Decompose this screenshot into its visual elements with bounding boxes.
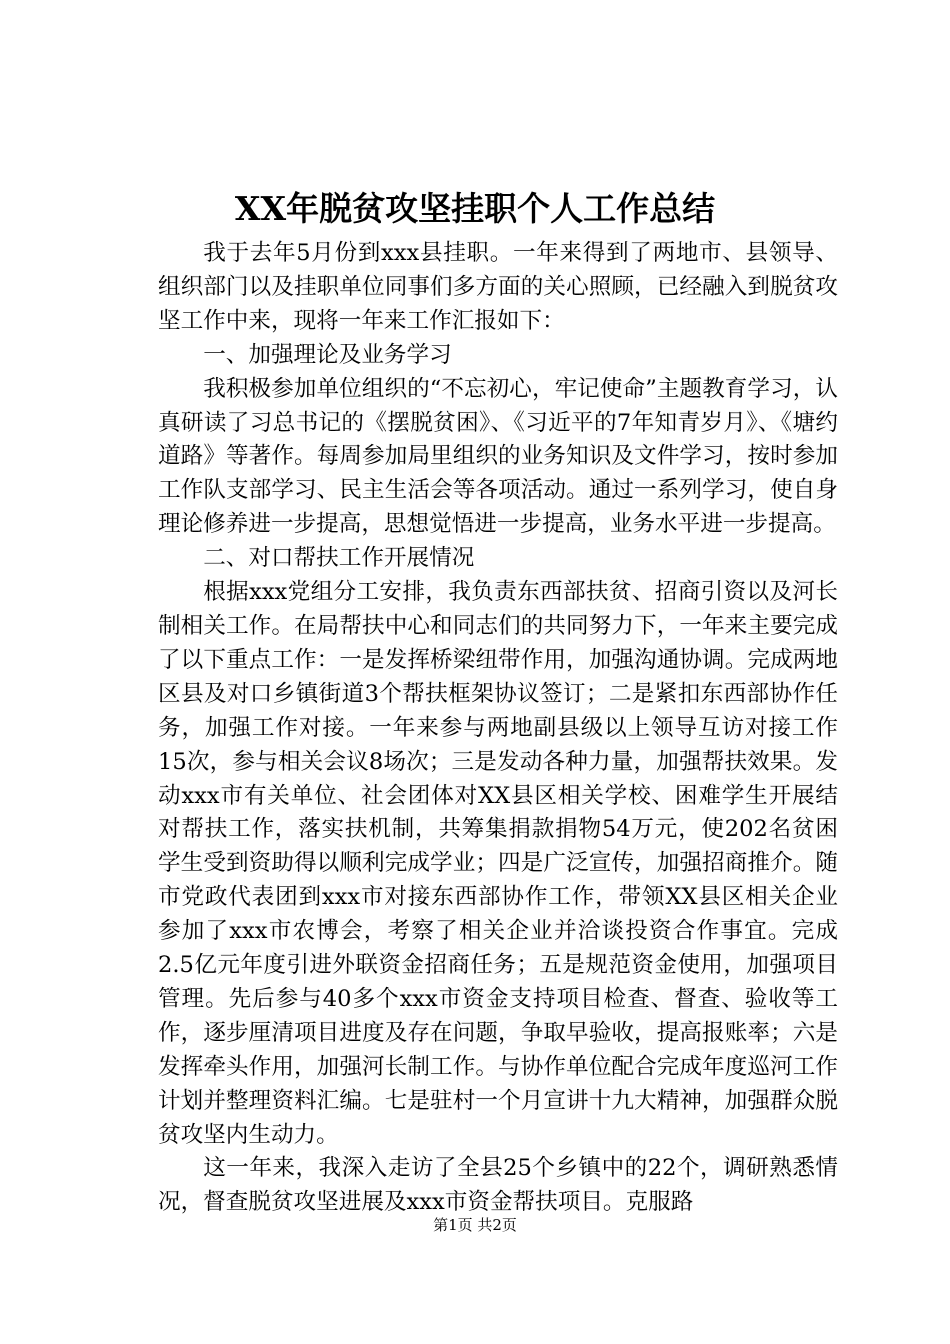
section-heading-study: 一、加强理论及业务学习	[203, 341, 452, 368]
section-heading-assistance: 二、对口帮扶工作开展情况	[203, 545, 475, 572]
paragraph-assistance: 根据xxx党组分工安排，我负责东西部扶贫、招商引资以及河长制相关工作。在局帮扶中心和同志们的共同努力下，一年来主要完成了以下重点工作：一是发挥桥梁纽带作用，加强沟通协调。完成两地区县及对口乡镇街道3个帮扶框架协议签订；二是紧扣东西部协作任务，加强工作对接。一年来参与两地副县级以上领导互访对接工作15次，参与相关会议8场次；三是发动各种力量，加强帮扶效果。发动xxx市有关单位、社会团体对XX县区相关学校、困难学生开展结对帮扶工作，落实扶机制，共筹集捐款捐物54万元，使202名贫困学生受到资助得以顺利完成学业；四是广泛宣传，加强招商推介。随市党政代表团到xxx市对接东西部协作工作，带领XX县区相关企业参加了xxx市农博会，考察了相关企业并洽谈投资合作事宜。完成2.5亿元年度引进外联资金招商任务；五是规范资金使用，加强项目管理。先后参与40多个xxx市资金支持项目检查、督查、验收等工作，逐步厘清项目进度及存在问题，争取早验收，提高报账率；六是发挥牵头作用，加强河长制工作。与协作单位配合完成年度巡河工作计划并整理资料汇编。七是驻村一个月宣讲十九大精神，加强群众脱贫攻坚内生动力。	[158, 579, 838, 1148]
paragraph-study: 我积极参加单位组织的“不忘初心，牢记使命”主题教育学习，认真研读了习总书记的《摆脱贫困》、《习近平的7年知青岁月》、《塘约道路》等著作。每周参加局里组织的业务知识及文件学习，按时参加工作队支部学习、民主生活会等各项活动。通过一系列学习，使自身理论修养进一步提高，思想觉悟进一步提高，业务水平进一步提高。	[158, 375, 838, 538]
page-number-footer: 第1页 共2页	[433, 1216, 517, 1234]
paragraph-visits: 这一年来，我深入走访了全县25个乡镇中的22个，调研熟悉情况，督查脱贫攻坚进展及xxx市资金帮扶项目。克服路	[158, 1155, 838, 1216]
document-body	[158, 237, 838, 1220]
paragraph-intro: 我于去年5月份到xxx县挂职。一年来得到了两地市、县领导、组织部门以及挂职单位同事们多方面的关心照顾，已经融入到脱贫攻坚工作中来，现将一年来工作汇报如下：	[158, 240, 838, 334]
document-title: XX年脱贫攻坚挂职个人工作总结	[234, 189, 716, 228]
